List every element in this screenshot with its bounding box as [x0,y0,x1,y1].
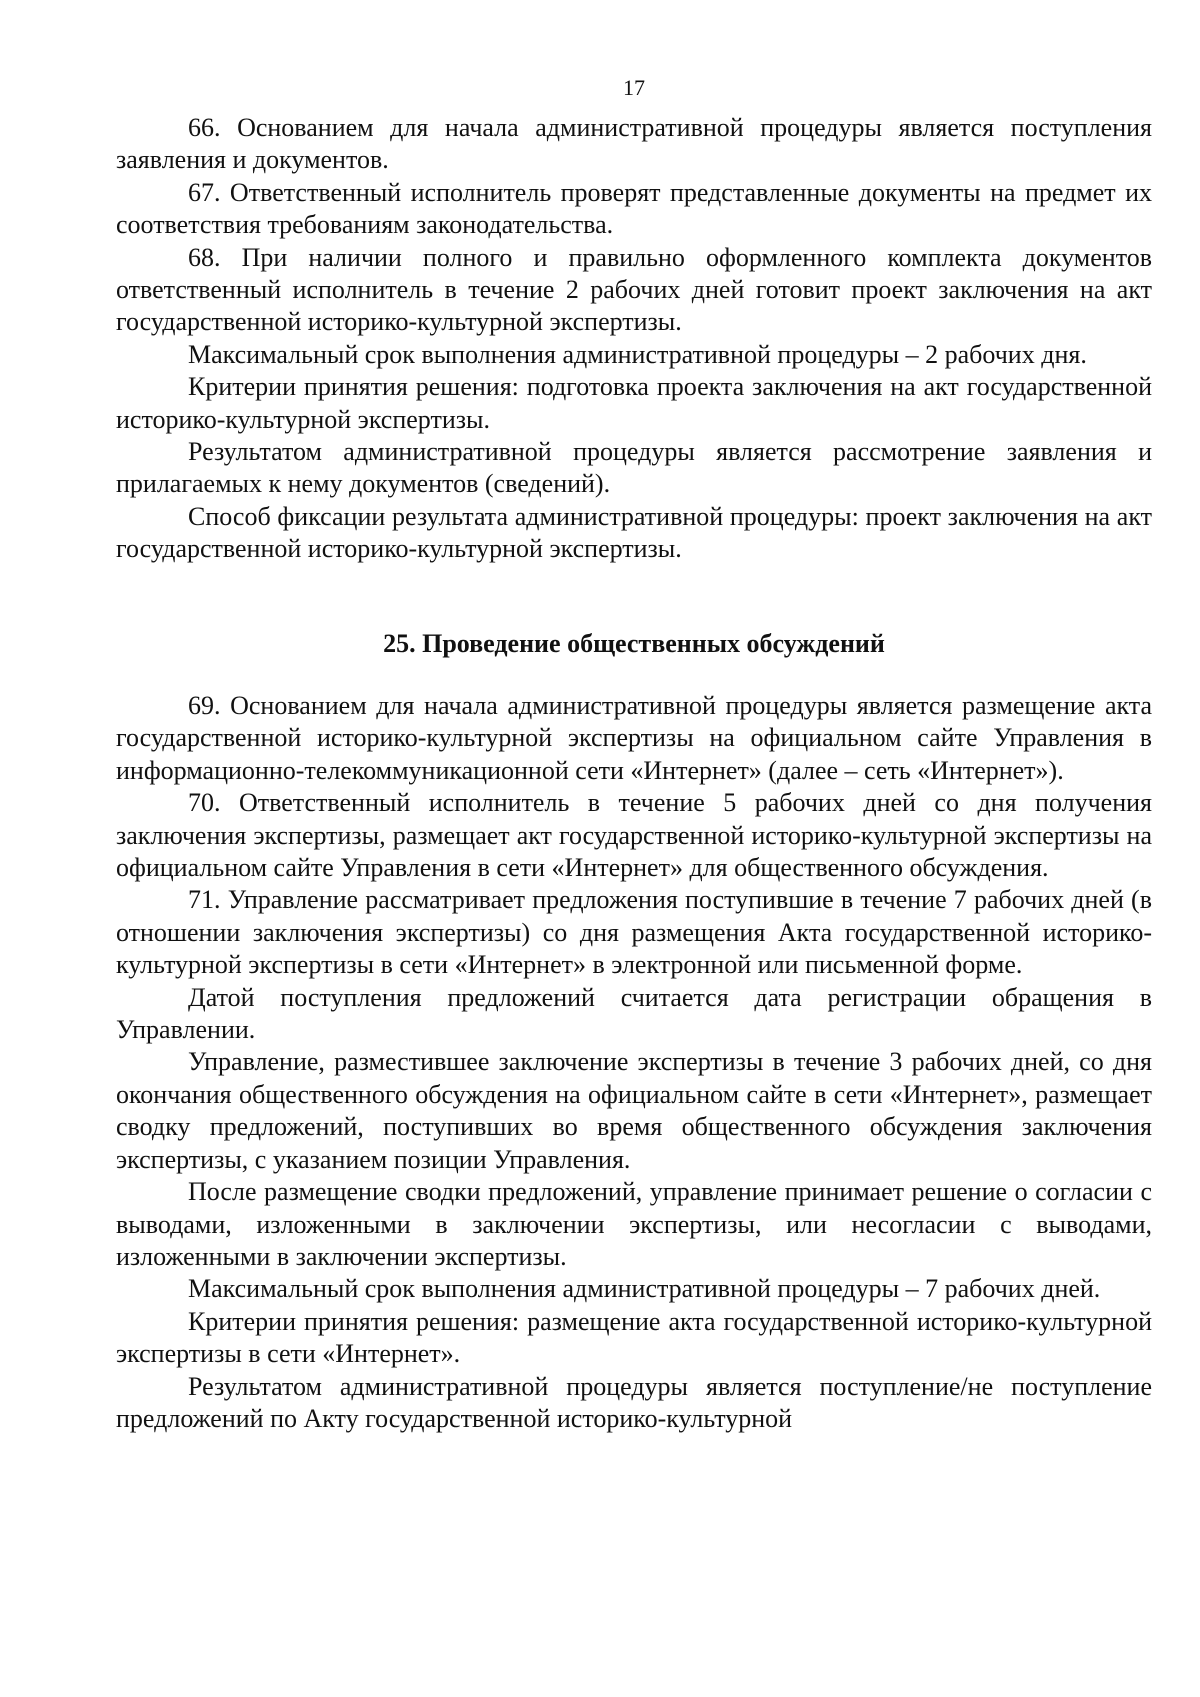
paragraph-max-term-2: Максимальный срок выполнения административной процедуры – 7 рабочих дней. [188,1274,1101,1304]
procedure-section-paragraphs [116,112,1152,566]
paragraph-criteria-2: Критерии принятия решения: размещение акта государственной историко-культурной экспертизы в сети «Интернет». [116,1306,1152,1369]
paragraph-result-2: Результатом административной процедуры является поступление/не поступление предложений по Акту государственной историко-культурной [116,1371,1152,1433]
paragraph-decision: После размещение сводки предложений, управление принимает решение о согласии с выводами, изложенными в заключении экспертизы, или несогласии с выводами, изложенными в заключении экспертизы. [116,1177,1152,1271]
paragraph-fixation-method: Способ фиксации результата административной процедуры: проект заключения на акт государственной историко-культурной экспертизы. [116,501,1152,564]
paragraph-66: 66. Основанием для начала административной процедуры является поступления заявления и документов. [116,113,1152,175]
paragraph-70: 70. Ответственный исполнитель в течение 5 рабочих дней со дня получения заключения экспертизы, размещает акт государственной историко-культурной экспертизы на официальном сайте Управления в сети «Интернет» для общественного обсуждения. [116,788,1152,883]
paragraph-summary-posting: Управление, разместившее заключение экспертизы в течение 3 рабочих дней, со дня окончания общественного обсуждения на официальном сайте в сети «Интернет», размещает сводку предложений, поступивших во время общественного обсуждения заключения экспертизы, с указанием позиции Управления. [116,1047,1152,1174]
paragraph-criteria: Критерии принятия решения: подготовка проекта заключения на акт государственной историко-культурной экспертизы. [116,372,1152,434]
paragraph-67: 67. Ответственный исполнитель проверят представленные документы на предмет их соответствия требованиям законодательства. [116,177,1152,240]
paragraph-68: 68. При наличии полного и правильно оформленного комплекта документов ответственный исполнитель в течение 2 рабочих дней готовит проект заключения на акт государственной историко-культурной экспертизы. [116,242,1152,337]
public-discussion-section-paragraphs [116,690,1152,1435]
paragraph-result: Результатом административной процедуры является рассмотрение заявления и прилагаемых к нему документов (сведений). [116,437,1152,499]
paragraph-submission-date: Датой поступления предложений считается дата регистрации обращения в Управлении. [116,982,1152,1045]
section-heading: 25. Проведение общественных обсуждений [383,629,885,658]
page-number: 17 [623,75,645,100]
paragraph-71: 71. Управление рассматривает предложения поступившие в течение 7 рабочих дней (в отношении заключения экспертизы) со дня размещения Акта государственной историко-культурной экспертизы в сети «Интернет» в электронной или письменной форме. [116,885,1152,980]
paragraph-max-term: Максимальный срок выполнения административной процедуры – 2 рабочих дня. [188,339,1087,369]
paragraph-69: 69. Основанием для начала административной процедуры является размещение акта государственной историко-культурной экспертизы на официальном сайте Управления в информационно-телекоммуникационной сети «Интернет» (далее – сеть «Интернет»). [116,691,1152,785]
